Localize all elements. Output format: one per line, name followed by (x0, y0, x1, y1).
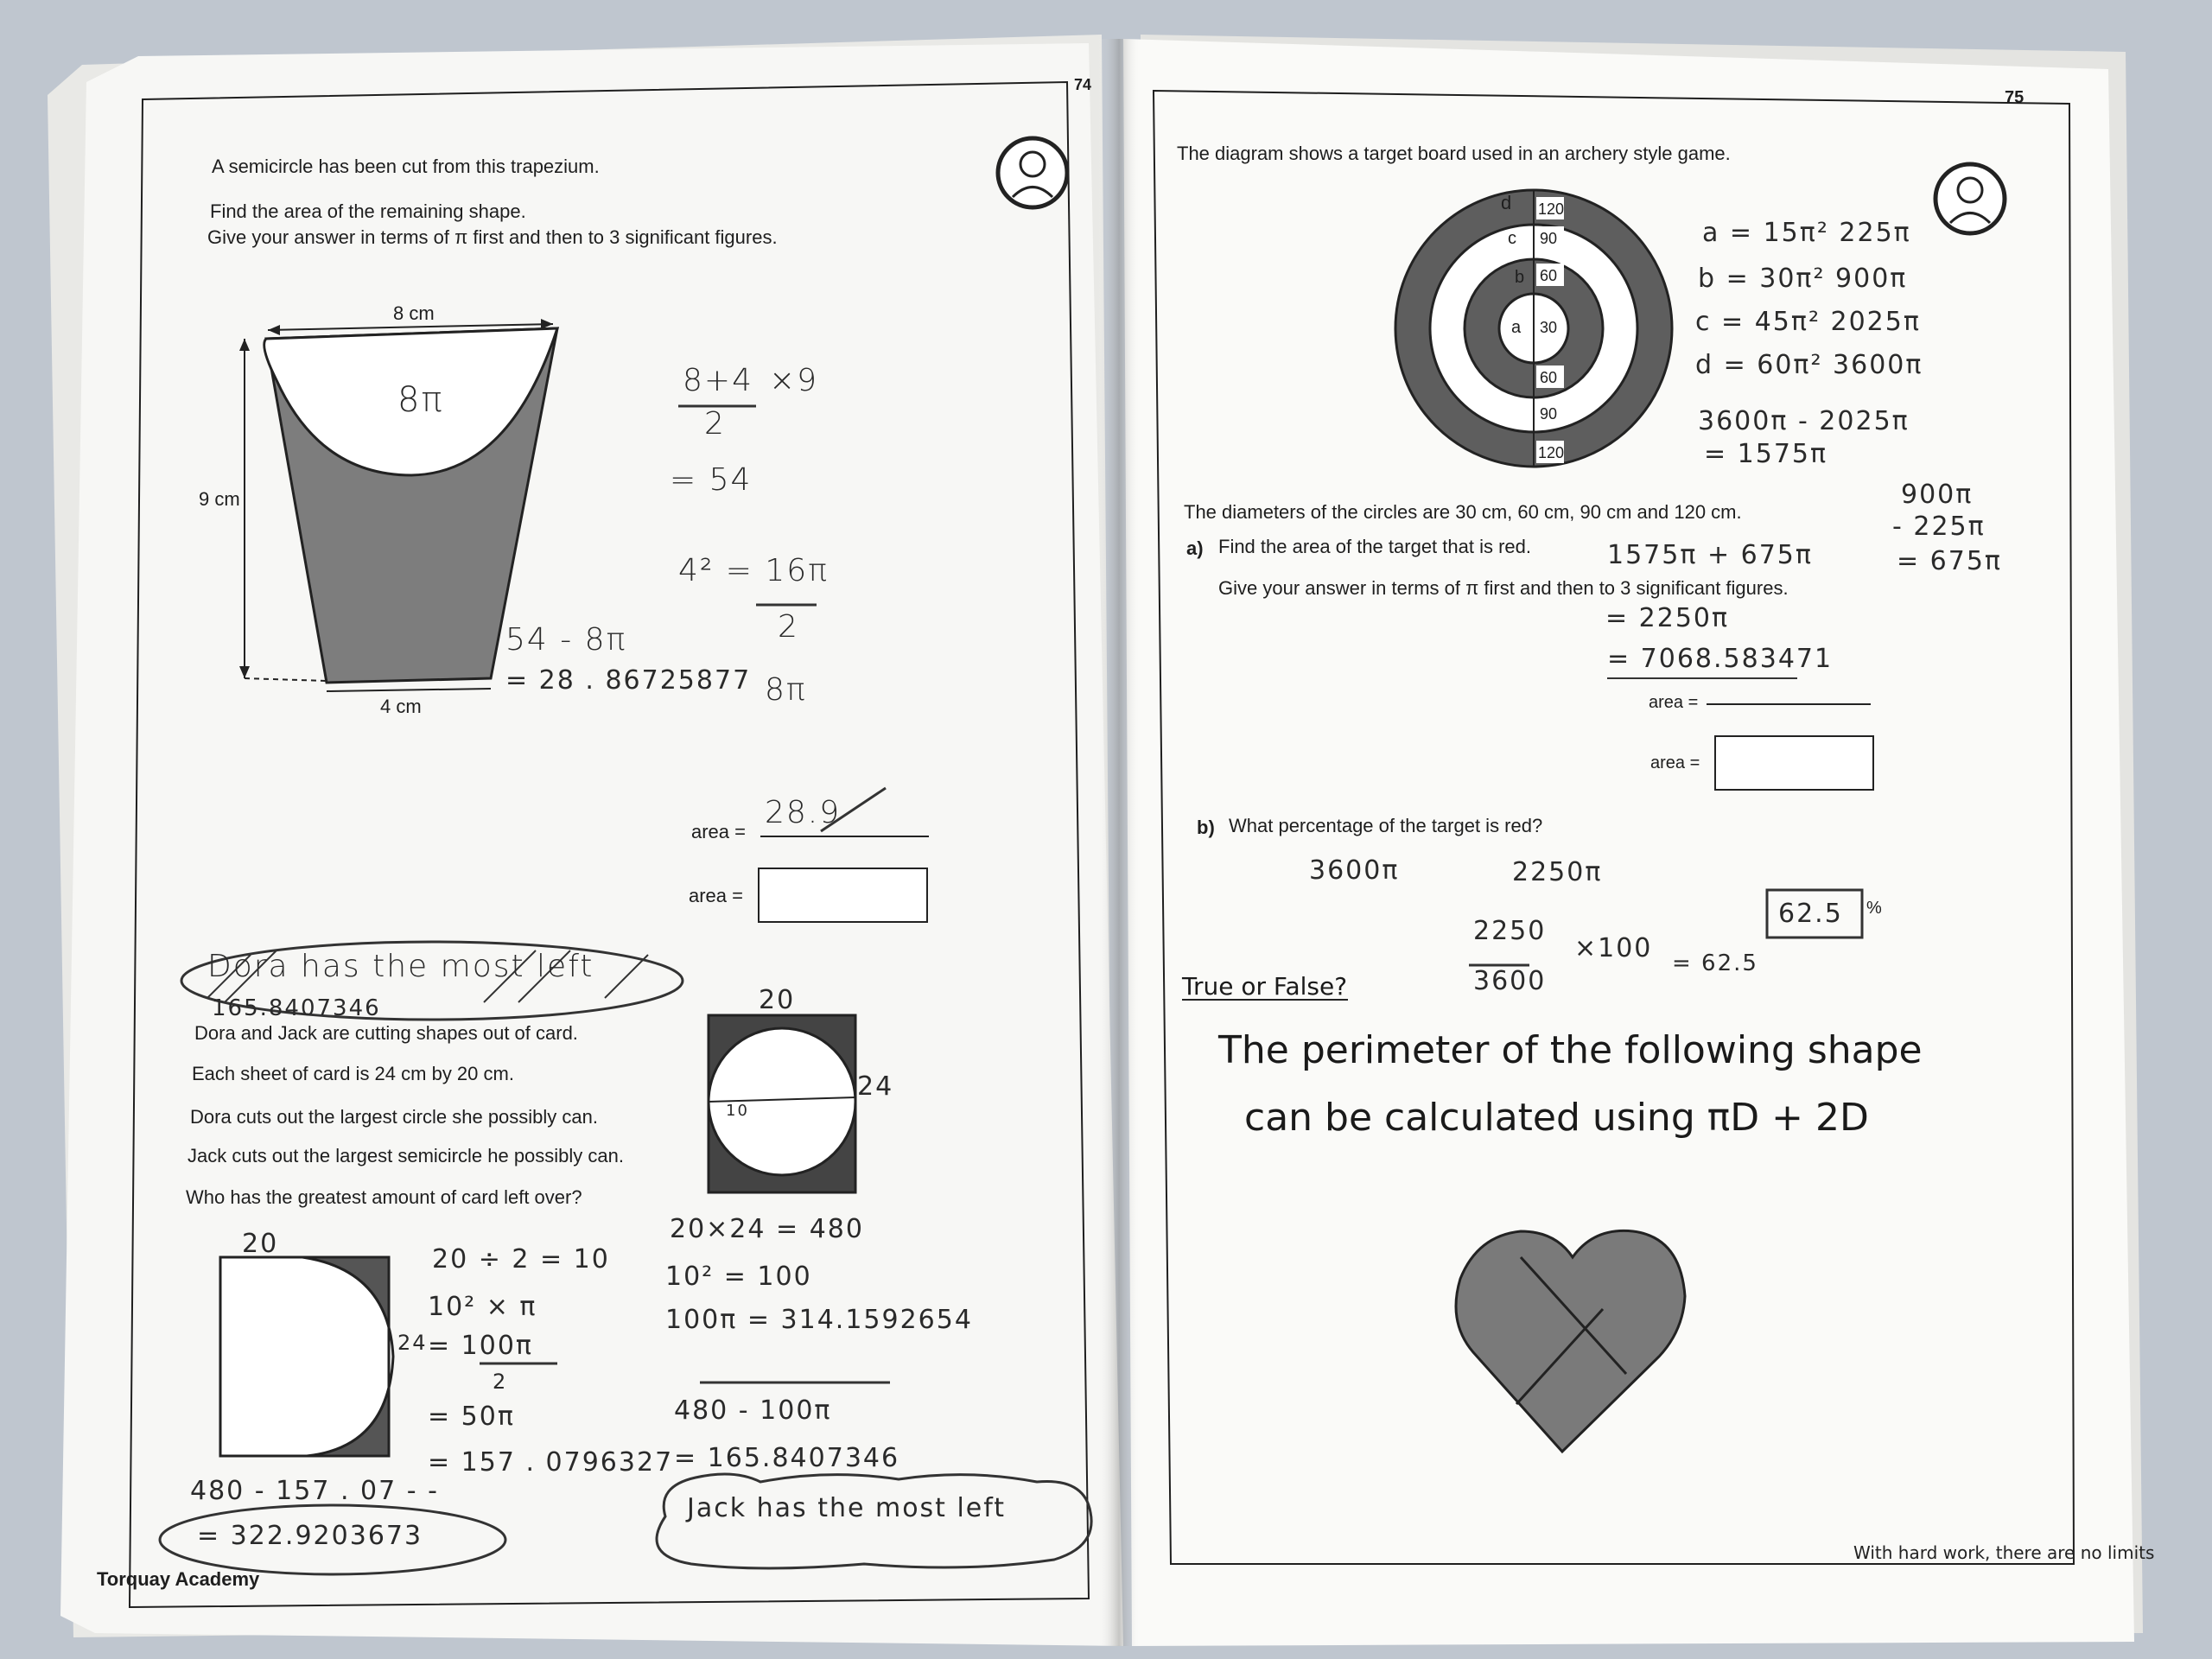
work-frac-den: 3600 (1473, 966, 1547, 996)
work-times: ×100 (1574, 933, 1653, 963)
work-diff2a: 900π (1901, 480, 1974, 510)
percent-answer: 62.5 (1778, 899, 1843, 929)
qa-text: Find the area of the target that is red. (1218, 536, 1531, 557)
target-intro: The diagram shows a target board used in an archery style game. (1177, 143, 1731, 164)
work-s1: = 2250π (1605, 603, 1730, 633)
work-sum: 1575π + 675π (1607, 540, 1813, 570)
page-number-right: 75 (2005, 88, 2024, 107)
ring-label-a: a (1511, 318, 1522, 337)
area-label-1: area = (691, 821, 746, 842)
q2-line-1: Dora and Jack are cutting shapes out of card. (194, 1022, 578, 1044)
work-diff2b: - 225π (1892, 512, 1986, 542)
qa-sub: Give your answer in terms of π first and then to 3 significant figures. (1218, 577, 1789, 599)
work-s2: = 7068.583471 (1607, 644, 1834, 674)
area-label-right-2: area = (1650, 753, 1700, 772)
handwritten-8pi: 8π (397, 380, 444, 420)
jack-calc-3-den: 2 (493, 1370, 508, 1394)
ring-dim-90b: 90 (1540, 405, 1558, 423)
square-radius-label: 10 (726, 1102, 749, 1120)
q1-line-1: A semicircle has been cut from this trapezium. (212, 156, 600, 177)
work-diff2c: = 675π (1897, 546, 2002, 576)
calc-2: 10² = 100 (665, 1262, 812, 1292)
percent-sign: % (1866, 899, 1882, 918)
trapezium-top-label: 8 cm (393, 302, 435, 324)
handwritten-eq54: = 54 (670, 462, 753, 498)
jack-calc-2: 10² × π (428, 1292, 537, 1322)
ring-dim-120b: 120 (1538, 444, 1565, 461)
work-p2: 2250π (1512, 857, 1603, 887)
jack-calc-7: = 322.9203673 (197, 1521, 423, 1551)
work-diff1b: = 1575π (1704, 439, 1828, 469)
work-diff1: 3600π - 2025π (1698, 406, 1910, 436)
q2-line-4: Jack cuts out the largest semicircle he possibly can. (188, 1145, 625, 1166)
jack-side-label: 24 (397, 1331, 428, 1355)
ring-label-d: d (1501, 192, 1512, 213)
work-d: d = 60π² 3600π (1695, 350, 1923, 380)
footer-left: Torquay Academy (97, 1568, 260, 1590)
q2-line-2: Each sheet of card is 24 cm by 20 cm. (192, 1063, 514, 1084)
handwritten-result: = 28 . 86725877 (505, 665, 752, 696)
area-label-right-1: area = (1649, 693, 1699, 712)
dora-value: 165.8407346 (212, 995, 381, 1021)
footer-right: With hard work, there are no limits (1853, 1542, 2155, 1563)
teacher-icon-right (1936, 164, 2005, 233)
work-p1: 3600π (1309, 855, 1400, 886)
handwritten-8pi-b: 8π (765, 672, 807, 708)
ring-label-c: c (1508, 229, 1516, 248)
handwritten-frac-den: 2 (704, 406, 726, 442)
semicircle-in-rectangle-diagram (220, 1257, 393, 1456)
ring-dim-60b: 60 (1540, 369, 1558, 386)
answer-box (1715, 736, 1873, 790)
handwritten-frac-num: 8+4 (683, 363, 753, 398)
handwritten-half: 2 (778, 609, 799, 645)
answer-box (759, 868, 927, 922)
jack-calc-5: = 157 . 0796327 (428, 1447, 674, 1478)
work-eq: = 62.5 (1672, 950, 1758, 976)
true-false-heading: True or False? (1182, 972, 1348, 1001)
dora-note: Dora has the most left (207, 949, 594, 984)
qa-letter: a) (1186, 537, 1204, 559)
calc-1: 20×24 = 480 (670, 1214, 864, 1244)
handwritten-times9: ×9 (769, 363, 819, 398)
spine-shadow (1097, 39, 1141, 1646)
ring-label-b: b (1515, 268, 1525, 287)
statement-line-1: The perimeter of the following shape (1218, 1028, 1923, 1072)
jack-calc-6: 480 - 157 . 07 - - (190, 1476, 439, 1506)
jack-calc-1: 20 ÷ 2 = 10 (432, 1244, 610, 1274)
q2-line-3: Dora cuts out the largest circle she possibly can. (190, 1106, 599, 1128)
jack-note: Jack has the most left (687, 1493, 1007, 1523)
work-b: b = 30π² 900π (1698, 264, 1908, 294)
target-board-diagram (1395, 190, 1672, 467)
ring-dim-30: 30 (1540, 319, 1558, 336)
jack-top-label: 20 (242, 1229, 279, 1259)
area-label-2: area = (689, 885, 743, 906)
square-top-label: 20 (759, 985, 796, 1015)
ring-dim-60: 60 (1540, 267, 1558, 284)
handwritten-diff: 54 - 8π (505, 622, 627, 658)
qb-text: What percentage of the target is red? (1229, 815, 1543, 836)
page-number-left: 74 (1074, 76, 1092, 93)
ring-dim-90: 90 (1540, 230, 1558, 247)
square-side-label: 24 (857, 1071, 894, 1102)
work-frac-num: 2250 (1473, 916, 1547, 946)
teacher-icon-left (998, 138, 1067, 207)
diameters-text: The diameters of the circles are 30 cm, 60 cm, 90 cm and 120 cm. (1184, 501, 1742, 523)
calc-4: 480 - 100π (674, 1395, 832, 1426)
calc-5: = 165.8407346 (674, 1443, 900, 1473)
statement-line-2: can be calculated using πD + 2D (1244, 1096, 1869, 1140)
calc-3: 100π = 314.1592654 (665, 1305, 973, 1335)
trapezium-bottom-label: 4 cm (380, 696, 422, 717)
handwritten-answer-q1: 28.9 (765, 795, 842, 830)
trapezium-side-label: 9 cm (199, 488, 240, 510)
ring-dim-120: 120 (1538, 200, 1565, 218)
q2-line-5: Who has the greatest amount of card left over? (186, 1186, 582, 1208)
work-a: a = 15π² 225π (1702, 218, 1911, 248)
jack-calc-4: = 50π (428, 1402, 515, 1432)
work-c: c = 45π² 2025π (1695, 307, 1921, 337)
qb-letter: b) (1197, 817, 1215, 838)
jack-calc-3: = 100π (428, 1331, 533, 1361)
q1-line-3: Give your answer in terms of π first and then to 3 significant figures. (207, 226, 778, 248)
handwritten-r-sq: 4² = 16π (678, 553, 829, 588)
q1-line-2: Find the area of the remaining shape. (210, 200, 526, 222)
